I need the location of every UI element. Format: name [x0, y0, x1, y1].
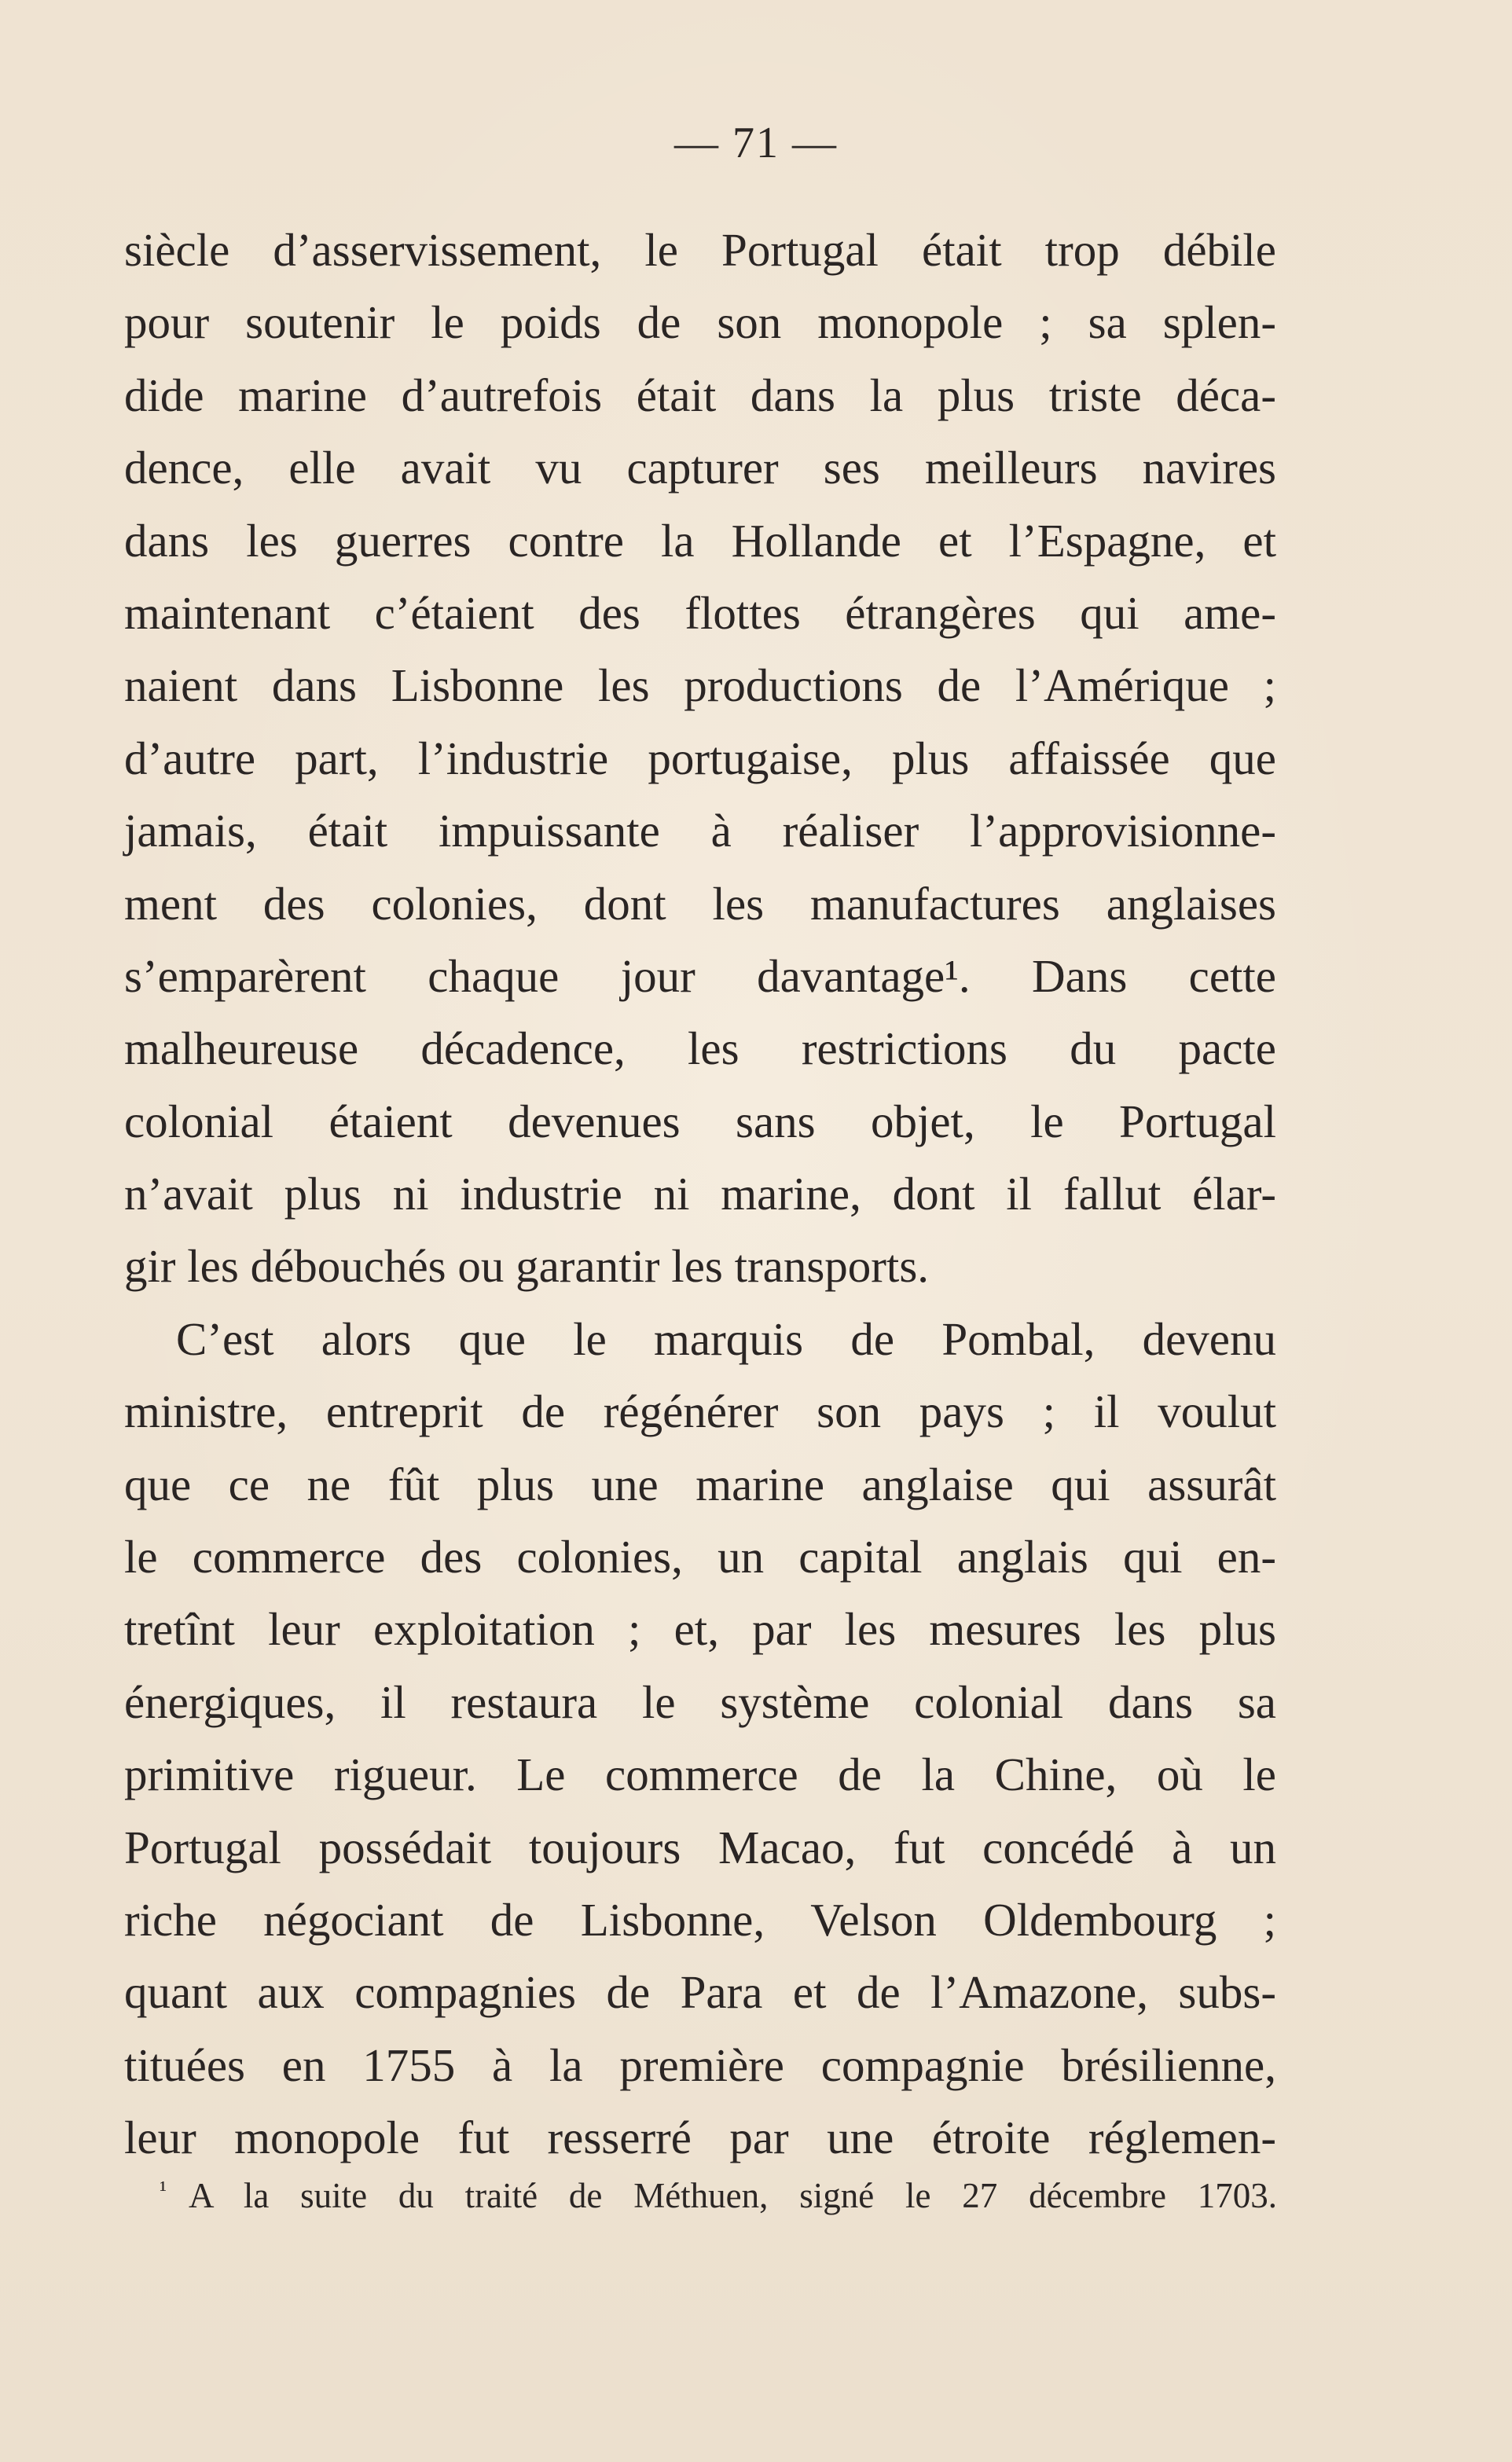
text-line: énergiques, il restaura le système colonial dans sa — [124, 1675, 1276, 1728]
footnote-mark: ¹ — [160, 2177, 167, 2203]
text-line: primitive rigueur. Le commerce de la Chine, où le — [124, 1748, 1276, 1801]
text-line: n’avait plus ni industrie ni marine, dont il fallut élar- — [124, 1168, 1276, 1220]
text-line: dans les guerres contre la Hollande et l’Espagne, et — [124, 514, 1276, 567]
text-line: siècle d’asservissement, le Portugal était trop débile — [124, 224, 1276, 276]
body-text — [124, 214, 1276, 2174]
text-line: riche négociant de Lisbonne, Velson Oldembourg ; — [124, 1893, 1276, 1946]
text-line: jamais, était impuissante à réaliser l’approvisionne- — [124, 805, 1276, 857]
text-line: que ce ne fût plus une marine anglaise qui assurât — [124, 1458, 1276, 1510]
footnote-text: A la suite du traité de Méthuen, signé le 27 décembre 1703. — [189, 2176, 1277, 2215]
page-number: — 71 — — [674, 119, 838, 167]
text-line: tretînt leur exploitation ; et, par les mesures les plus — [124, 1603, 1276, 1656]
text-line: naient dans Lisbonne les productions de l’Amérique ; — [124, 659, 1276, 712]
text-line: pour soutenir le poids de son monopole ; sa splen- — [124, 296, 1276, 349]
text-line: s’emparèrent chaque jour davantage¹. Dans cette — [124, 949, 1276, 1002]
paragraph-start-line: C’est alors que le marquis de Pombal, devenu — [176, 1312, 1276, 1365]
text-line: colonial étaient devenues sans objet, le Portugal — [124, 1095, 1276, 1147]
text-line: malheureuse décadence, les restrictions du pacte — [124, 1022, 1276, 1075]
text-line: dide marine d’autrefois était dans la plus triste déca- — [124, 369, 1276, 421]
text-line: dence, elle avait vu capturer ses meilleurs navires — [124, 442, 1276, 494]
text-line: Portugal possédait toujours Macao, fut concédé à un — [124, 1821, 1276, 1873]
text-line: ment des colonies, dont les manufactures anglaises — [124, 877, 1276, 930]
text-line: le commerce des colonies, un capital anglais qui en- — [124, 1531, 1276, 1583]
text-line: gir les débouchés ou garantir les transports. — [124, 1240, 930, 1293]
text-line: leur monopole fut resserré par une étroite réglemen- — [124, 2112, 1276, 2164]
text-line: ministre, entreprit de régénérer son pays ; il voulut — [124, 1385, 1276, 1438]
text-line: maintenant c’étaient des flottes étrangères qui ame- — [124, 586, 1276, 639]
text-line: tituées en 1755 à la première compagnie brésilienne, — [124, 2038, 1276, 2091]
text-line: d’autre part, l’industrie portugaise, plus affaissée que — [124, 732, 1276, 784]
text-line: quant aux compagnies de Para et de l’Amazone, subs- — [124, 1966, 1276, 2019]
